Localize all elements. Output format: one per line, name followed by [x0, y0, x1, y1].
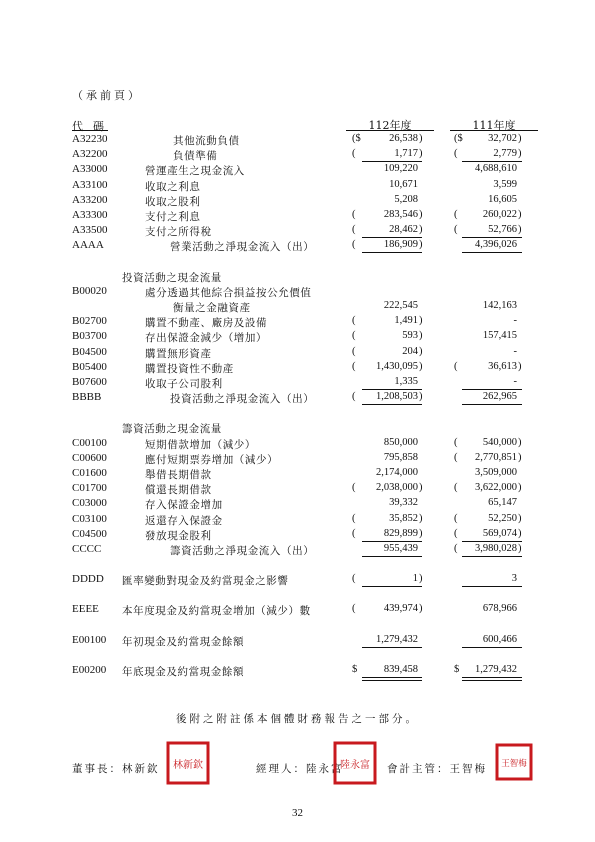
value-prefix: ( — [352, 573, 356, 585]
table-row — [0, 270, 595, 285]
value-112: 829,899 — [383, 527, 418, 539]
value-112: 35,852 — [389, 512, 418, 524]
value-double-underline — [362, 677, 422, 681]
value-prefix: ( — [352, 603, 356, 615]
row-description: 其他流動負債 — [173, 135, 240, 147]
value-suffix: ) — [518, 209, 522, 220]
value-underline — [462, 252, 522, 253]
header-code: 代碼 — [72, 120, 114, 133]
value-111: 3,509,000 — [475, 467, 517, 478]
row-code: C01700 — [72, 482, 107, 495]
row-code: C03100 — [72, 512, 107, 525]
value-underline — [462, 389, 522, 390]
table-row — [0, 163, 595, 178]
table-row — [0, 482, 595, 497]
value-111: 32,702 — [488, 133, 517, 144]
row-code: CCCC — [72, 543, 102, 555]
value-prefix: ( — [352, 345, 356, 357]
value-underline — [362, 404, 422, 405]
value-111: 1,279,432 — [475, 663, 517, 675]
value-underline — [362, 586, 422, 587]
row-code: B04500 — [72, 345, 107, 358]
value-underline — [362, 647, 422, 648]
table-row — [0, 209, 595, 224]
value-suffix: ) — [419, 239, 423, 251]
value-suffix: ) — [419, 512, 423, 524]
value-111: 65,147 — [488, 497, 517, 509]
value-112: 186,909 — [383, 239, 418, 251]
value-prefix: ( — [454, 436, 458, 448]
accountant-label: 會計主管：王智梅 — [387, 763, 487, 775]
value-suffix: ) — [518, 527, 522, 539]
table-row — [0, 179, 595, 194]
row-description: 籌資活動之現金流量 — [122, 423, 222, 436]
value-suffix: ) — [419, 573, 423, 585]
table-row — [0, 391, 595, 406]
value-prefix: $ — [352, 663, 358, 675]
value-prefix: ($ — [454, 133, 463, 144]
value-underline — [362, 237, 422, 238]
value-111: 2,770,851 — [475, 451, 517, 463]
continued-label: （承前頁） — [72, 89, 142, 102]
value-suffix: ) — [419, 345, 423, 357]
value-112: 1 — [412, 573, 418, 585]
value-suffix: ) — [518, 451, 522, 463]
header-year-111-underline — [450, 130, 538, 131]
row-code: B05400 — [72, 360, 107, 373]
row-description: 支付之利息 — [145, 211, 201, 223]
row-code: DDDD — [72, 573, 104, 586]
value-suffix: ) — [419, 360, 423, 372]
value-underline — [362, 389, 422, 390]
table-row — [0, 437, 595, 452]
value-111: 36,613 — [488, 360, 517, 372]
value-suffix: ) — [419, 224, 423, 236]
value-prefix: ( — [352, 209, 356, 220]
value-prefix: ( — [352, 224, 356, 236]
value-prefix: ( — [352, 527, 356, 539]
value-112: 109,220 — [383, 163, 418, 175]
table-row — [0, 573, 595, 588]
row-description: 支付之所得稅 — [145, 226, 212, 239]
value-prefix: ( — [352, 239, 356, 251]
value-111: - — [513, 315, 517, 327]
row-description: 存出保證金減少（增加） — [145, 332, 268, 345]
value-underline — [362, 252, 422, 253]
value-underline — [362, 161, 422, 162]
value-underline — [462, 586, 522, 587]
value-111: 142,163 — [482, 300, 517, 311]
row-description: 購置不動產、廠房及設備 — [145, 317, 268, 330]
value-suffix: ) — [518, 224, 522, 236]
accountant-seal-text: 王智梅 — [501, 759, 527, 769]
row-code: B03700 — [72, 330, 107, 343]
value-112: 28,462 — [389, 224, 418, 236]
value-suffix: ) — [419, 482, 423, 494]
value-111: 3,599 — [493, 178, 517, 190]
row-description: 收取之利息 — [145, 180, 201, 193]
value-112: 204 — [402, 345, 418, 357]
value-111: - — [513, 345, 517, 357]
value-111: 600,466 — [482, 633, 517, 645]
value-suffix: ) — [419, 133, 423, 144]
value-underline — [462, 556, 522, 557]
value-suffix: ) — [518, 543, 522, 554]
value-prefix: ( — [352, 360, 356, 372]
row-code: AAAA — [72, 239, 104, 252]
value-prefix: ( — [352, 315, 356, 327]
value-112: 283,546 — [383, 209, 418, 220]
value-prefix: ( — [454, 209, 458, 220]
table-row — [0, 361, 595, 376]
value-111: 3 — [511, 573, 517, 585]
row-description: 年底現金及約當現金餘額 — [122, 665, 245, 678]
value-112: 222,545 — [383, 300, 418, 311]
value-suffix: ) — [419, 527, 423, 539]
header-code-underline — [72, 130, 108, 131]
value-112: 1,279,432 — [376, 633, 418, 645]
row-description: 短期借款增加（減少） — [145, 438, 256, 451]
table-row — [0, 300, 595, 315]
value-prefix: $ — [454, 663, 460, 675]
table-row — [0, 346, 595, 361]
row-description: 返還存入保證金 — [145, 514, 223, 527]
value-prefix: ( — [454, 148, 458, 160]
value-112: 795,858 — [383, 451, 418, 463]
value-suffix: ) — [419, 330, 423, 342]
row-description: 本年度現金及約當現金增加（減少）數 — [122, 605, 311, 618]
header-year-112-underline — [346, 130, 434, 131]
table-row — [0, 664, 595, 679]
row-description: 匯率變動對現金及約當現金之影響 — [122, 575, 289, 588]
value-suffix: ) — [419, 315, 423, 327]
value-underline — [362, 556, 422, 557]
manager-seal — [333, 741, 377, 785]
value-prefix: ( — [454, 512, 458, 524]
value-112: 839,458 — [383, 663, 418, 675]
value-112: 1,717 — [394, 148, 418, 160]
table-row — [0, 315, 595, 330]
value-111: 678,966 — [482, 603, 517, 615]
value-111: 4,688,610 — [475, 163, 517, 175]
table-row — [0, 497, 595, 512]
table-row — [0, 603, 595, 618]
header-year-112: 112年度 — [368, 119, 412, 132]
value-underline — [462, 541, 522, 542]
value-prefix: ( — [352, 391, 356, 403]
row-description: 籌資活動之淨現金流入（出） — [170, 545, 315, 557]
table-row — [0, 543, 595, 558]
row-description: 購置投資性不動產 — [145, 362, 234, 375]
table-row — [0, 528, 595, 543]
row-code: E00100 — [72, 633, 107, 646]
table-row — [0, 467, 595, 482]
table-row — [0, 285, 595, 300]
table-row — [0, 421, 595, 436]
row-description: 衡量之金融資產 — [173, 302, 251, 314]
value-suffix: ) — [518, 512, 522, 524]
value-111: 16,605 — [488, 193, 517, 205]
value-112: 439,974 — [383, 603, 418, 615]
value-112: 1,208,503 — [376, 391, 418, 403]
value-112: 955,439 — [383, 543, 418, 554]
accountant-seal — [495, 743, 533, 781]
value-underline — [462, 161, 522, 162]
row-code: A33100 — [72, 178, 108, 191]
table-row — [0, 194, 595, 209]
row-code: B00020 — [72, 284, 107, 297]
value-prefix: ( — [454, 451, 458, 463]
row-code: EEEE — [72, 603, 99, 616]
row-description: 年初現金及約當現金餘額 — [122, 635, 245, 648]
row-description: 償還長期借款 — [145, 484, 212, 497]
row-description: 收取子公司股利 — [145, 378, 223, 390]
row-description: 發放現金股利 — [145, 529, 212, 542]
value-111: 157,415 — [482, 330, 517, 342]
value-suffix: ) — [518, 148, 522, 160]
row-code: C00600 — [72, 451, 107, 464]
row-description: 營業活動之淨現金流入（出） — [170, 241, 315, 254]
value-prefix: ( — [454, 360, 458, 372]
row-description: 收取之股利 — [145, 195, 201, 208]
row-description: 投資活動之淨現金流入（出） — [170, 393, 315, 406]
value-111: - — [513, 376, 517, 387]
value-112: 1,430,095 — [376, 360, 418, 372]
value-suffix: ) — [419, 391, 423, 403]
value-suffix: ) — [518, 360, 522, 372]
value-prefix: ( — [454, 482, 458, 494]
row-code: C01600 — [72, 467, 107, 479]
value-suffix: ) — [518, 482, 522, 494]
value-112: 1,491 — [394, 315, 418, 327]
table-row — [0, 148, 595, 163]
row-code: C04500 — [72, 527, 107, 540]
value-112: 1,335 — [394, 376, 418, 387]
value-111: 260,022 — [482, 209, 517, 220]
value-prefix: ( — [352, 148, 356, 160]
row-code: A32230 — [72, 133, 108, 145]
table-row — [0, 452, 595, 467]
value-prefix: ( — [352, 512, 356, 524]
value-111: 52,250 — [488, 512, 517, 524]
table-row — [0, 224, 595, 239]
manager-seal-text: 陸永富 — [340, 760, 370, 771]
value-112: 26,538 — [389, 133, 418, 144]
value-double-underline — [462, 677, 522, 681]
row-code: A32200 — [72, 148, 108, 161]
value-underline — [462, 647, 522, 648]
table-row — [0, 330, 595, 345]
value-111: 2,779 — [493, 148, 517, 160]
table-row — [0, 239, 595, 254]
value-112: 2,174,000 — [376, 467, 418, 478]
value-suffix: ) — [419, 209, 423, 220]
header-year-111: 111年度 — [472, 119, 516, 132]
value-111: 52,766 — [488, 224, 517, 236]
row-description: 營運產生之現金流入 — [145, 165, 245, 178]
value-prefix: ( — [352, 482, 356, 494]
value-112: 5,208 — [394, 193, 418, 205]
footer-note: 後附之附註係本個體財務報告之一部分。 — [176, 713, 419, 725]
value-112: 10,671 — [389, 178, 418, 190]
value-prefix: ( — [352, 330, 356, 342]
value-112: 39,332 — [389, 497, 418, 509]
value-111: 540,000 — [482, 436, 517, 448]
value-underline — [462, 237, 522, 238]
value-111: 3,980,028 — [475, 543, 517, 554]
chairman-label: 董事長：林新欽 — [72, 763, 160, 775]
table-row — [0, 376, 595, 391]
row-code: C00100 — [72, 436, 107, 449]
row-code: B07600 — [72, 376, 107, 388]
row-code: A33200 — [72, 193, 108, 206]
table-row — [0, 634, 595, 649]
row-description: 處分透過其他綜合損益按公允價值 — [145, 286, 312, 299]
row-description: 應付短期票券增加（減少） — [145, 453, 279, 466]
value-112: 850,000 — [383, 436, 418, 448]
value-111: 4,396,026 — [475, 239, 517, 251]
row-code: B02700 — [72, 315, 107, 328]
table-row — [0, 133, 595, 148]
manager-label: 經理人：陸永富 — [256, 763, 344, 775]
value-111: 569,074 — [482, 527, 517, 539]
page-number: 32 — [292, 807, 303, 819]
row-code: A33000 — [72, 163, 108, 176]
value-suffix: ) — [419, 603, 423, 615]
row-code: A33300 — [72, 209, 108, 221]
value-111: 262,965 — [482, 391, 517, 403]
value-suffix: ) — [419, 148, 423, 160]
value-prefix: ( — [454, 543, 458, 554]
row-description: 購置無形資產 — [145, 347, 212, 360]
value-underline — [462, 404, 522, 405]
row-description: 投資活動之現金流量 — [122, 271, 222, 284]
row-code: E00200 — [72, 663, 107, 676]
row-code: C03000 — [72, 497, 107, 510]
row-description: 負債準備 — [173, 150, 218, 163]
row-code: BBBB — [72, 391, 102, 404]
value-suffix: ) — [518, 436, 522, 448]
value-prefix: ( — [454, 527, 458, 539]
row-description: 存入保證金增加 — [145, 499, 223, 512]
value-112: 2,038,000 — [376, 482, 418, 494]
value-underline — [362, 541, 422, 542]
value-prefix: ( — [454, 224, 458, 236]
value-suffix: ) — [518, 133, 522, 144]
value-prefix: ($ — [352, 133, 361, 144]
chairman-seal-text: 林新欽 — [173, 760, 203, 771]
chairman-seal — [166, 741, 210, 785]
value-112: 593 — [402, 330, 418, 342]
row-description: 舉借長期借款 — [145, 469, 212, 481]
table-row — [0, 513, 595, 528]
row-code: A33500 — [72, 224, 108, 237]
value-111: 3,622,000 — [475, 482, 517, 494]
